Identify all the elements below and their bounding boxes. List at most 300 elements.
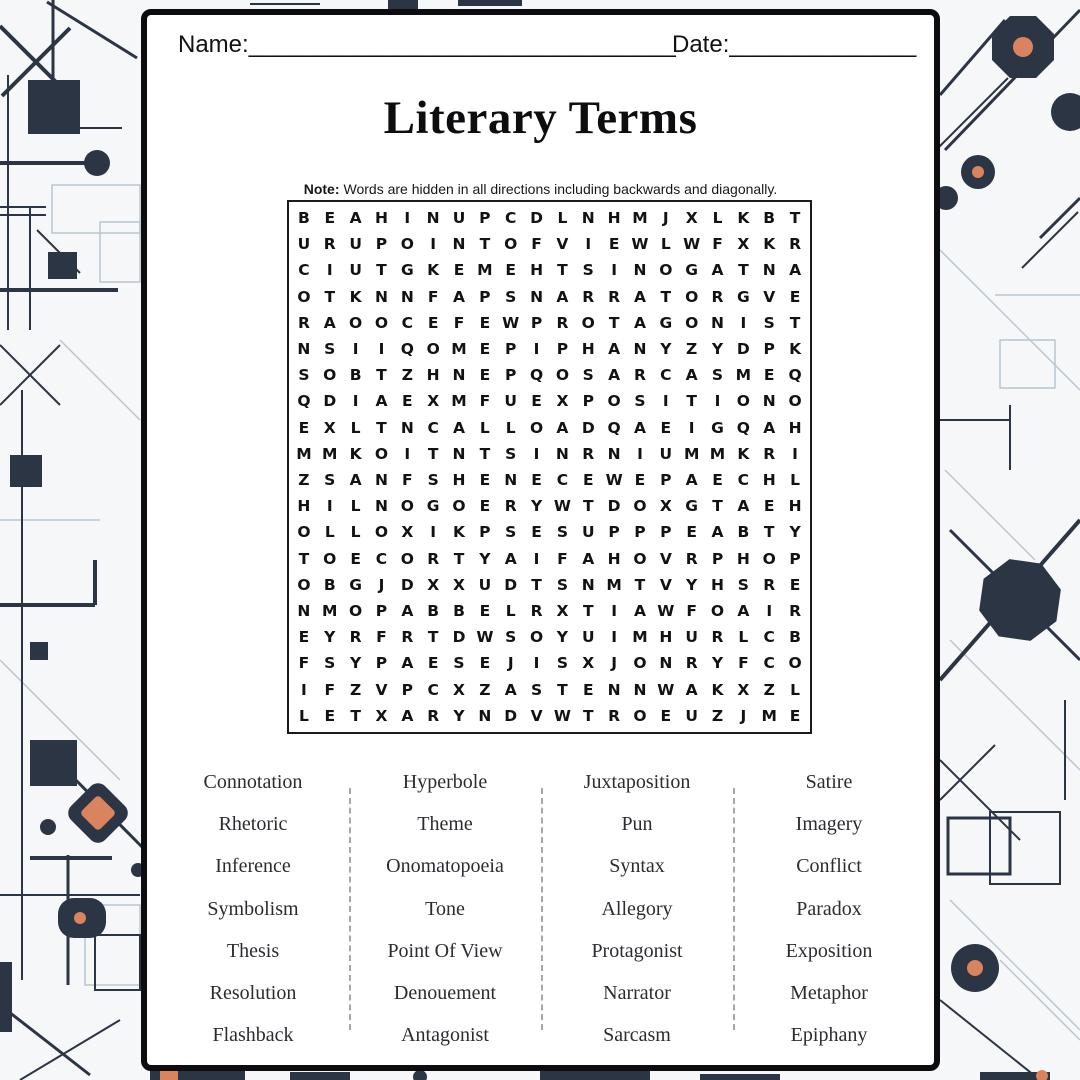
grid-cell: U — [581, 523, 595, 542]
grid-cell: I — [533, 340, 540, 359]
grid-cell: T — [634, 575, 646, 594]
grid-cell: E — [531, 392, 542, 411]
grid-cell: H — [607, 549, 621, 568]
grid-cell: D — [504, 575, 518, 594]
grid-cell: E — [298, 418, 310, 437]
grid-cell: G — [685, 497, 699, 516]
grid-cell: X — [556, 392, 569, 411]
grid-cell: S — [634, 392, 646, 411]
grid-cell: A — [633, 418, 646, 437]
grid-cell: P — [479, 209, 491, 228]
grid-cell: Q — [529, 366, 544, 385]
word-item: Symbolism — [207, 897, 299, 920]
grid-cell: A — [504, 549, 517, 568]
grid-cell: H — [736, 549, 750, 568]
grid-cell: O — [581, 313, 595, 332]
grid-cell: K — [711, 680, 724, 699]
grid-cell: A — [737, 602, 750, 621]
grid-cell: N — [762, 392, 776, 411]
grid-cell: P — [375, 654, 388, 673]
grid-cell: O — [685, 287, 699, 306]
grid-cell: E — [763, 366, 775, 385]
word-item: Flashback — [212, 1024, 294, 1047]
grid-cell: Q — [788, 366, 802, 385]
grid-cell: I — [740, 313, 747, 332]
grid-cell: B — [427, 602, 440, 621]
grid-cell: G — [737, 287, 750, 306]
grid-cell: I — [611, 602, 617, 621]
grid-cell: E — [582, 471, 594, 490]
grid-cell: I — [688, 418, 695, 437]
grid-cell: R — [349, 628, 362, 647]
grid-cell: E — [427, 654, 439, 673]
grid-cell: R — [582, 287, 595, 306]
word-item: Imagery — [795, 812, 863, 835]
grid-cell: M — [451, 340, 467, 359]
grid-cell: S — [324, 340, 336, 359]
grid-cell: E — [324, 706, 336, 725]
grid-cell: T — [686, 392, 697, 411]
grid-cell: H — [607, 209, 621, 228]
grid-cell: N — [711, 313, 724, 332]
grid-cell: R — [556, 313, 569, 332]
grid-cell: A — [401, 602, 414, 621]
grid-cell: P — [479, 523, 491, 542]
grid-cell: V — [659, 575, 672, 594]
grid-cell: S — [427, 471, 439, 490]
grid-cell: S — [505, 287, 517, 306]
grid-cell: N — [607, 680, 621, 699]
grid-cell: K — [737, 444, 750, 463]
grid-cell: I — [792, 444, 798, 463]
grid-cell: Y — [453, 706, 465, 725]
grid-cell: S — [505, 523, 517, 542]
grid-cell: E — [712, 471, 723, 490]
grid-cell: M — [683, 444, 700, 463]
grid-cell: R — [685, 654, 698, 673]
grid-cell: O — [374, 444, 389, 463]
grid-cell: S — [505, 444, 517, 463]
grid-cell: R — [608, 706, 621, 725]
grid-cell: P — [375, 235, 388, 254]
grid-cell: A — [556, 418, 569, 437]
grid-cell: D — [736, 340, 750, 359]
grid-cell: O — [633, 497, 647, 516]
grid-cell: M — [735, 366, 752, 385]
grid-cell: R — [323, 235, 336, 254]
grid-cell: A — [633, 287, 646, 306]
grid-cell: O — [349, 602, 363, 621]
grid-cell: C — [427, 680, 439, 699]
grid-cell: Y — [530, 497, 543, 516]
grid-cell: T — [738, 261, 749, 280]
grid-cell: E — [634, 471, 646, 490]
grid-cell: E — [686, 523, 697, 542]
grid-cell: G — [711, 418, 724, 437]
grid-cell: B — [298, 209, 310, 228]
grid-cell: X — [737, 235, 750, 254]
grid-cell: M — [709, 444, 726, 463]
grid-cell: M — [632, 628, 648, 647]
grid-cell: L — [790, 471, 801, 490]
grid-cell: V — [659, 549, 672, 568]
grid-cell: C — [427, 418, 439, 437]
grid-cell: W — [553, 497, 571, 516]
grid-cell: O — [529, 628, 544, 647]
grid-cell: N — [659, 654, 673, 673]
grid-cell: Y — [711, 654, 724, 673]
grid-cell: E — [324, 209, 336, 228]
grid-cell: A — [453, 418, 466, 437]
word-item: Connotation — [203, 770, 303, 793]
word-item: Syntax — [609, 855, 665, 878]
grid-cell: O — [633, 654, 647, 673]
grid-cell: R — [763, 575, 776, 594]
grid-cell: N — [530, 287, 544, 306]
grid-cell: U — [581, 628, 595, 647]
grid-cell: E — [479, 654, 491, 673]
grid-cell: A — [737, 497, 750, 516]
grid-cell: P — [375, 602, 388, 621]
grid-cell: P — [763, 340, 775, 359]
grid-cell: S — [556, 575, 568, 594]
grid-cell: N — [607, 444, 621, 463]
grid-cell: A — [323, 313, 336, 332]
grid-cell: N — [400, 418, 414, 437]
word-item: Denouement — [393, 982, 497, 1005]
grid-cell: F — [738, 654, 749, 673]
grid-cell: F — [298, 654, 310, 673]
grid-cell: C — [660, 366, 672, 385]
grid-cell: A — [685, 680, 698, 699]
grid-cell: N — [452, 366, 466, 385]
grid-cell: O — [374, 523, 389, 542]
grid-cell: T — [789, 209, 801, 228]
grid-cell: S — [530, 680, 543, 699]
grid-cell: E — [479, 366, 491, 385]
grid-cell: E — [479, 313, 491, 332]
grid-cell: A — [453, 287, 466, 306]
date-field — [672, 31, 916, 59]
grid-cell: X — [556, 602, 569, 621]
grid-cell: W — [502, 313, 520, 332]
grid-cell: P — [505, 366, 517, 385]
grid-cell: S — [763, 313, 775, 332]
grid-cell: R — [582, 444, 595, 463]
grid-cell: Q — [607, 418, 621, 437]
grid-cell: L — [350, 523, 361, 542]
grid-cell: X — [375, 706, 388, 725]
grid-cell: N — [581, 575, 595, 594]
grid-cell: I — [404, 444, 411, 463]
grid-cell: P — [608, 523, 620, 542]
grid-cell: I — [533, 444, 540, 463]
grid-cell: U — [478, 575, 492, 594]
grid-cell: X — [582, 654, 595, 673]
grid-cell: A — [401, 706, 414, 725]
grid-cell: H — [452, 471, 466, 490]
grid-cell: P — [789, 549, 801, 568]
grid-cell: Y — [686, 575, 698, 594]
grid-cell: R — [608, 287, 621, 306]
grid-cell: X — [659, 497, 672, 516]
grid-cell: U — [504, 392, 518, 411]
grid-cell: K — [737, 209, 750, 228]
word-item: Conflict — [796, 855, 862, 878]
grid-cell: A — [685, 471, 698, 490]
grid-cell: Y — [324, 628, 336, 647]
grid-cell: D — [530, 209, 543, 228]
grid-cell: S — [711, 366, 724, 385]
column-divider — [541, 788, 543, 1030]
grid-cell: I — [404, 209, 411, 228]
grid-cell: T — [479, 235, 491, 254]
grid-cell: Q — [736, 418, 750, 437]
grid-cell: I — [662, 392, 669, 411]
grid-cell: L — [350, 418, 361, 437]
grid-cell: C — [298, 261, 310, 280]
grid-cell: E — [582, 680, 594, 699]
grid-cell: O — [659, 261, 673, 280]
grid-cell: O — [297, 575, 311, 594]
grid-cell: X — [737, 680, 750, 699]
grid-cell: I — [637, 444, 643, 463]
grid-cell: I — [430, 523, 437, 542]
grid-cell: T — [350, 706, 361, 725]
grid-cell: L — [738, 628, 749, 647]
grid-cell: N — [633, 340, 647, 359]
word-item: Thesis — [226, 939, 280, 962]
grid-cell: P — [660, 523, 672, 542]
grid-cell: Y — [479, 549, 491, 568]
grid-cell: R — [711, 628, 724, 647]
grid-cell: B — [763, 209, 776, 228]
grid-cell: U — [349, 261, 362, 280]
grid-cell: A — [608, 366, 621, 385]
grid-cell: B — [349, 366, 362, 385]
grid-cell: Z — [349, 680, 362, 699]
grid-cell: S — [453, 654, 465, 673]
grid-cell: T — [531, 575, 542, 594]
worksheet-card — [141, 9, 940, 1071]
grid-cell: W — [476, 628, 494, 647]
date-label: Date: — [672, 31, 730, 58]
grid-cell: G — [400, 261, 414, 280]
grid-cell: S — [556, 654, 568, 673]
grid-cell: O — [400, 235, 414, 254]
grid-cell: N — [633, 261, 647, 280]
grid-cell: E — [350, 549, 361, 568]
grid-cell: E — [608, 235, 620, 254]
grid-cell: F — [324, 680, 336, 699]
grid-cell: F — [479, 392, 491, 411]
grid-cell: R — [685, 549, 698, 568]
grid-cell: Y — [789, 523, 801, 542]
grid-cell: X — [427, 575, 440, 594]
grid-cell: S — [582, 261, 594, 280]
grid-cell: R — [504, 497, 517, 516]
grid-cell: T — [479, 444, 491, 463]
grid-cell: X — [685, 209, 698, 228]
grid-cell: G — [426, 497, 440, 516]
grid-cell: T — [660, 287, 672, 306]
grid-cell: Z — [686, 340, 698, 359]
grid-cell: B — [737, 523, 750, 542]
note-text: Note: Words are hidden in all directions including backwards and diagonally. — [303, 181, 778, 197]
grid-cell: S — [324, 471, 336, 490]
grid-cell: U — [685, 628, 698, 647]
grid-cell: U — [685, 706, 698, 725]
word-item: Juxtaposition — [583, 770, 691, 793]
column-divider — [733, 788, 735, 1030]
grid-cell: M — [451, 392, 467, 411]
grid-cell: W — [605, 471, 623, 490]
grid-cell: Q — [400, 340, 414, 359]
grid-cell: N — [762, 261, 776, 280]
grid-cell: X — [453, 680, 465, 699]
grid-cell: E — [479, 471, 491, 490]
grid-cell: K — [427, 261, 440, 280]
grid-cell: J — [611, 654, 617, 673]
grid-cell: O — [607, 392, 621, 411]
grid-cell: F — [531, 235, 542, 254]
grid-cell: I — [430, 235, 437, 254]
grid-cell: J — [378, 575, 385, 594]
grid-cell: D — [400, 575, 414, 594]
grid-cell: M — [296, 444, 312, 463]
grid-cell: W — [657, 680, 675, 699]
grid-cell: R — [530, 602, 543, 621]
grid-cell: H — [788, 497, 802, 516]
word-item: Protagonist — [591, 939, 683, 962]
grid-cell: L — [479, 418, 490, 437]
grid-cell: I — [714, 392, 721, 411]
grid-cell: C — [375, 549, 388, 568]
word-item: Sarcasm — [603, 1024, 671, 1047]
grid-cell: O — [762, 549, 776, 568]
grid-cell: A — [711, 523, 724, 542]
grid-cell: O — [323, 366, 337, 385]
grid-cell: N — [297, 602, 311, 621]
column-divider — [349, 788, 351, 1030]
grid-cell: K — [789, 340, 802, 359]
grid-cell: N — [633, 680, 647, 699]
grid-cell: A — [633, 313, 646, 332]
grid-cell: N — [374, 471, 388, 490]
grid-cell: O — [529, 418, 544, 437]
grid-cell: I — [611, 261, 617, 280]
grid-cell: E — [402, 392, 413, 411]
grid-cell: Y — [711, 340, 724, 359]
grid-cell: E — [298, 628, 310, 647]
grid-cell: T — [427, 628, 439, 647]
grid-cell: A — [633, 602, 646, 621]
grid-cell: T — [763, 523, 775, 542]
grid-cell: S — [737, 575, 749, 594]
grid-cell: T — [582, 497, 594, 516]
grid-cell: E — [789, 287, 801, 306]
grid-cell: W — [657, 602, 675, 621]
grid-cell: E — [505, 261, 517, 280]
grid-cell: F — [686, 602, 697, 621]
grid-cell: C — [763, 654, 775, 673]
grid-cell: O — [452, 497, 466, 516]
grid-cell: G — [349, 575, 362, 594]
grid-cell: B — [453, 602, 465, 621]
grid-cell: N — [452, 235, 466, 254]
date-blank-line: ______________ — [729, 31, 917, 58]
name-label: Name: — [178, 31, 249, 58]
grid-cell: D — [581, 418, 595, 437]
grid-cell: I — [533, 549, 540, 568]
grid-cell: K — [349, 444, 362, 463]
grid-cell: H — [711, 575, 724, 594]
grid-cell: N — [374, 497, 388, 516]
grid-cell: P — [660, 471, 672, 490]
grid-cell: T — [582, 706, 594, 725]
word-item: Rhetoric — [218, 812, 288, 835]
grid-cell: F — [453, 313, 465, 332]
grid-cell: X — [323, 418, 336, 437]
grid-cell: S — [582, 366, 594, 385]
grid-cell: L — [660, 235, 671, 254]
grid-cell: Z — [711, 706, 724, 725]
grid-cell: D — [323, 392, 337, 411]
grid-cell: R — [297, 313, 310, 332]
grid-cell: A — [401, 654, 414, 673]
grid-cell: M — [477, 261, 493, 280]
grid-cell: N — [581, 209, 595, 228]
grid-cell: D — [607, 497, 621, 516]
grid-cell: C — [763, 628, 775, 647]
grid-cell: I — [585, 235, 592, 254]
grid-cell: Q — [297, 392, 311, 411]
grid-cell: O — [710, 602, 725, 621]
grid-cell: Z — [298, 471, 310, 490]
grid-cell: Z — [479, 680, 491, 699]
grid-cell: E — [660, 706, 672, 725]
grid-cell: I — [301, 680, 307, 699]
grid-cell: C — [505, 209, 517, 228]
grid-cell: E — [531, 523, 542, 542]
grid-cell: O — [788, 654, 802, 673]
grid-cell: P — [556, 340, 569, 359]
grid-cell: O — [374, 313, 389, 332]
grid-cell: P — [401, 680, 413, 699]
word-item: Narrator — [603, 982, 671, 1005]
grid-cell: E — [789, 706, 801, 725]
grid-cell: O — [297, 287, 311, 306]
grid-cell: E — [531, 471, 542, 490]
grid-cell: O — [555, 366, 570, 385]
grid-cell: N — [478, 706, 492, 725]
grid-cell: E — [763, 497, 775, 516]
grid-cell: M — [322, 444, 338, 463]
grid-cell: H — [374, 209, 388, 228]
grid-cell: H — [581, 340, 595, 359]
grid-cell: K — [453, 523, 466, 542]
grid-cell: R — [427, 549, 440, 568]
grid-cell: R — [634, 366, 646, 385]
grid-cell: A — [504, 680, 517, 699]
grid-cell: H — [762, 471, 776, 490]
grid-cell: E — [479, 340, 491, 359]
grid-cell: H — [659, 628, 673, 647]
grid-cell: F — [427, 287, 439, 306]
grid-cell: L — [298, 706, 309, 725]
grid-cell: T — [324, 287, 336, 306]
grid-cell: X — [401, 523, 414, 542]
